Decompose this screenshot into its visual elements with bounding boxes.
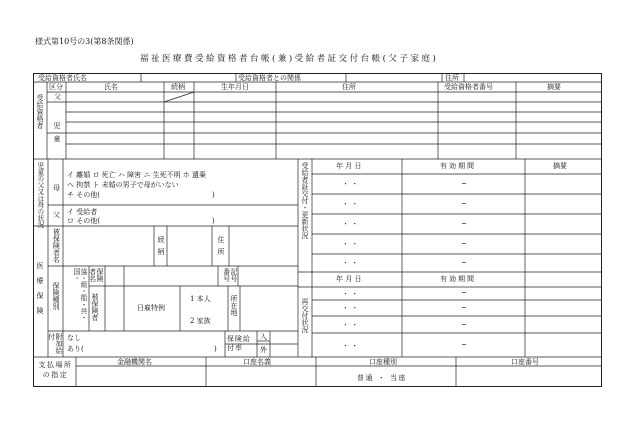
- col-recipient-number: 受給資格者番号: [444, 83, 493, 91]
- mother-close-paren: ): [212, 191, 215, 199]
- symbol-number-label: 記号番号: [222, 268, 238, 282]
- insurance-type-options: 協・組・船・共・国・: [72, 268, 87, 321]
- issue-period-5: ~: [461, 259, 467, 267]
- day-laborer-label: 日雇特例: [137, 304, 165, 312]
- col-birthdate: 生年月日: [221, 83, 249, 91]
- recipient-section-label: 受給資格者: [36, 94, 45, 129]
- reissue-date-3: ・ ・: [342, 321, 359, 329]
- account-holder-label: 口座名義: [243, 358, 271, 366]
- form-title: 福祉医療費受給資格者台帳(兼)受給者証交付台帳(父子家庭): [140, 54, 439, 64]
- issue-period-1: ~: [461, 180, 467, 188]
- issue-date-5: ・ ・: [342, 259, 359, 267]
- mother-reason-line3: チ その他(: [67, 191, 100, 199]
- supplement-none: なし: [67, 334, 81, 342]
- reissue-date-2: ・ ・: [342, 304, 359, 312]
- row-child-label: 児童: [53, 122, 62, 148]
- family-option: 2 家族: [190, 317, 211, 325]
- form-number: 様式第10号の3(第8条関係): [35, 37, 134, 46]
- mother-label: 母: [53, 184, 60, 192]
- insurer-name-label: 保険者名: [88, 268, 104, 282]
- insurance-type-label: 保険種別: [52, 282, 61, 310]
- father-close-paren: ): [212, 217, 215, 225]
- reissue-period-3: ~: [461, 321, 467, 329]
- mother-reason-line1: イ 離婚 ロ 死亡 ハ 障害 ニ 生死不明 ホ 遺棄: [67, 171, 207, 179]
- col-name: 氏名: [104, 83, 118, 91]
- supplement-label: 附加給付: [47, 333, 63, 354]
- reissue-section-label: 再交付状況: [301, 298, 310, 333]
- location-label: 所在地: [230, 295, 239, 316]
- account-number-label: 口座番号: [511, 358, 539, 366]
- insured-relation-label: 続柄: [157, 236, 166, 260]
- address-label: 住所: [445, 74, 459, 82]
- col-note: 摘要: [547, 83, 561, 91]
- supplement-yes: あり(: [67, 345, 84, 353]
- issuance-col-period: 有効期間: [440, 162, 476, 170]
- inpatient-label: 入: [260, 333, 267, 341]
- col-relation: 続柄: [171, 83, 185, 91]
- self-option: 1 本人: [190, 295, 211, 303]
- bank-name-label: 金融機関名: [117, 358, 152, 366]
- issue-date-3: ・ ・: [342, 220, 359, 228]
- insured-name-label: 被保険者名: [52, 228, 61, 263]
- reissue-date-1: ・ ・: [342, 290, 359, 298]
- mother-reason-line2: ヘ 拘禁 ト 未婚の男子で母がいない: [67, 181, 179, 189]
- issuance-section-label: 受給者証交付・更新状況: [301, 162, 309, 239]
- insured-type-label: 被保険者: [91, 293, 100, 321]
- account-type-value: 普通 ・ 当座: [357, 374, 407, 382]
- account-type-label: 口座種別: [369, 358, 397, 366]
- reissue-period-2: ~: [461, 304, 467, 312]
- insured-address-label: 住所: [217, 236, 226, 260]
- recipient-name-label: 受給資格者氏名: [38, 74, 87, 82]
- relationship-label: 受給資格者との関係: [238, 74, 301, 82]
- benefit-rate-label: 保険給付率: [227, 335, 251, 353]
- col-address: 住所: [342, 83, 356, 91]
- reissue-date-4: ・ ・: [342, 342, 359, 350]
- father-label: 父: [53, 211, 60, 219]
- issue-period-3: ~: [461, 220, 467, 228]
- issuance-col-note: 摘要: [553, 162, 567, 170]
- parent-status-section-label: 児童の父又は母の状況: [35, 162, 44, 228]
- issuance-col-date: 年 月 日: [336, 162, 362, 170]
- row-father-label: 父: [54, 93, 61, 101]
- reissue-col-period: 有効期間: [440, 275, 476, 283]
- issue-date-4: ・ ・: [342, 240, 359, 248]
- reissue-period-4: ~: [461, 341, 467, 349]
- issue-date-2: ・ ・: [342, 200, 359, 208]
- issue-date-1: ・ ・: [342, 180, 359, 188]
- father-option-1: イ 受給者: [67, 208, 98, 216]
- issue-period-2: ~: [461, 200, 467, 208]
- reissue-period-1: ~: [461, 289, 467, 297]
- supplement-close-paren: ): [214, 345, 217, 353]
- reissue-col-date: 年 月 日: [336, 275, 362, 283]
- payment-section-label: 支払場所の指定: [38, 361, 73, 380]
- issue-period-4: ~: [461, 240, 467, 248]
- father-option-2: ロ その他(: [67, 217, 100, 225]
- insurance-section-label: 医療保険: [36, 262, 45, 322]
- outpatient-label: 外: [260, 346, 267, 354]
- col-category: 区分: [49, 83, 63, 91]
